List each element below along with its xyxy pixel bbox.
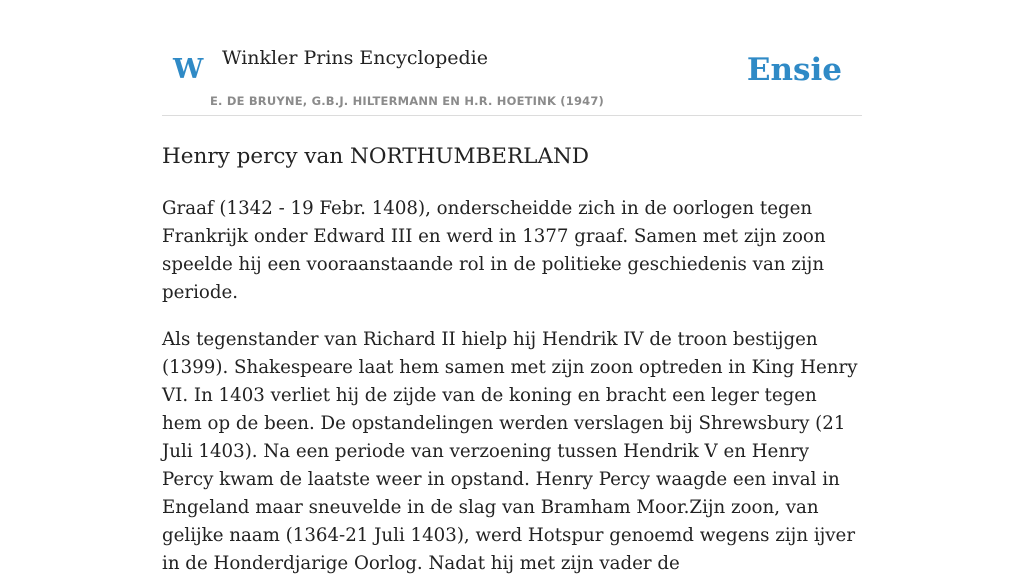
- article-title: Henry percy van NORTHUMBERLAND: [162, 144, 590, 169]
- publication-logo[interactable]: W: [173, 54, 204, 85]
- site-logo[interactable]: Ensie: [746, 52, 842, 88]
- publication-authors: E. DE BRUYNE, G.B.J. HILTERMANN EN H.R. HOETINK (1947): [210, 94, 605, 108]
- publication-title[interactable]: Winkler Prins Encyclopedie: [222, 47, 488, 69]
- article-paragraph: Graaf (1342 - 19 Febr. 1408), onderscheidde zich in de oorlogen tegen Frankrijk onder Edward III en werd in 1377 graaf. Samen met zijn zoon speelde hij een vooraanstaande rol in de politieke geschiedenis van zijn periode.: [162, 198, 826, 303]
- article-paragraph: Als tegenstander van Richard II hielp hij Hendrik IV de troon bestijgen (1399). Shakespeare laat hem samen met zijn zoon optreden in King Henry VI. In 1403 verliet hij de zijde van de koning en bracht een leger tegen hem op de been. De opstandelingen werden verslagen bij Shrewsbury (21 Juli 1403). Na een periode van verzoening tussen Hendrik V en Henry Percy kwam de laatste weer in opstand. Henry Percy waagde een inval in Engeland maar sneuvelde in de slag van Bramham Moor.Zijn zoon, van gelijke naam (1364-21 Juli 1403), werd Hotspur genoemd wegens zijn ijver in de Honderdjarige Oorlog. Nadat hij met zijn vader de: [162, 329, 858, 574]
- site-header: [162, 0, 862, 116]
- page-content: [162, 0, 862, 578]
